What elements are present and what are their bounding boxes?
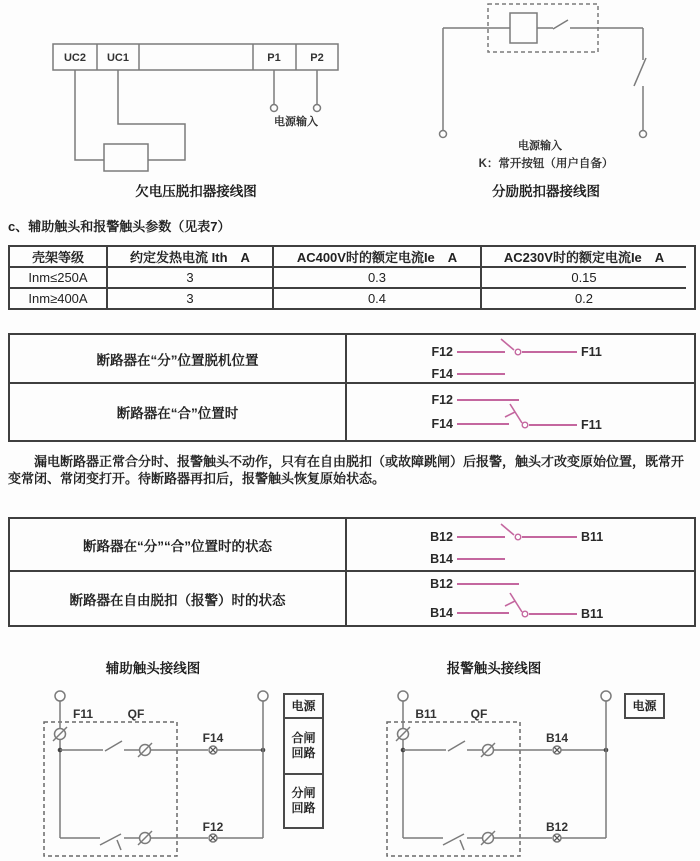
undervoltage-release-diagram	[53, 44, 338, 171]
shunt-right-terminal-circle	[640, 131, 647, 138]
state-label: 断路器在“合”位置时	[10, 384, 347, 440]
alarm-diagram-title: 报警触头接线图	[446, 661, 542, 676]
moving-blade	[501, 339, 514, 350]
contact-label: B14	[430, 552, 453, 566]
cross-terminal-symbol	[553, 746, 561, 754]
cross-terminal-symbol	[553, 834, 561, 842]
alarm-legend-column	[624, 693, 665, 719]
f-open-position-contact-diagram	[347, 335, 692, 382]
terminal-label-uc2: UC2	[63, 52, 87, 64]
shunt-left-terminal-circle	[440, 131, 447, 138]
aux-contact-state-table	[8, 333, 696, 442]
contact-label: F11	[581, 418, 602, 432]
shunt-diagram-caption: 分励脱扣器接线图	[492, 184, 600, 199]
aux-no-terminal-label: F14	[202, 731, 224, 745]
no-contact-blade	[105, 741, 122, 751]
legend-label: 电源	[291, 698, 316, 713]
nc-blade-tick	[460, 840, 464, 850]
pivot-circle	[515, 534, 521, 540]
b-tripped-state-contact-diagram	[347, 572, 692, 625]
legend-label: 电源	[632, 698, 657, 713]
table-cell: 0.4	[274, 289, 482, 308]
no-contact-blade	[448, 741, 465, 751]
supply-terminal-circle	[55, 691, 65, 701]
legend-box-opening-circuit	[283, 775, 324, 829]
table-row	[10, 570, 694, 625]
k-button-blade	[634, 58, 646, 86]
b-normal-state-contact-diagram	[347, 519, 692, 570]
col-header: AC230V时的额定电流Ie A	[482, 247, 686, 268]
pivot-circle	[515, 349, 521, 355]
shunt-coil-box	[510, 13, 537, 43]
contact-diagram-cell	[347, 572, 694, 625]
contact-parameter-table	[8, 245, 696, 310]
col-header: AC400V时的额定电流Ie A	[274, 247, 482, 268]
contact-diagram-cell	[347, 335, 694, 382]
terminal-label-p2: P2	[310, 52, 324, 64]
undervoltage-diagram-caption: 欠电压脱扣器接线图	[135, 184, 257, 199]
section-c-heading: c、辅助触头和报警触头参数（见表7）	[8, 219, 231, 234]
breaker-dashed-box	[387, 722, 520, 856]
cross-terminal-symbol	[209, 834, 217, 842]
contact-diagram-cell	[347, 384, 694, 440]
shunt-power-input-label: 电源输入	[518, 140, 562, 152]
slash-terminal-symbol	[138, 743, 152, 757]
power-input-label: 电源输入	[274, 116, 318, 128]
contact-label: B11	[581, 530, 604, 544]
slash-terminal-symbol	[481, 743, 495, 757]
cross-terminal-symbol	[209, 746, 217, 754]
terminal-label-p1: P1	[267, 52, 281, 64]
table-row	[10, 335, 694, 382]
legend-box-power	[283, 693, 324, 719]
aux-legend-column	[283, 693, 324, 829]
contact-label: B12	[430, 577, 453, 591]
supply-terminal-circle	[258, 691, 268, 701]
supply-terminal-circle	[398, 691, 408, 701]
blade-tick	[505, 601, 515, 606]
moving-blade	[501, 524, 514, 535]
contact-label: F12	[431, 393, 453, 407]
bottom-wiring-diagrams	[0, 650, 700, 861]
contact-diagram-cell	[347, 519, 694, 570]
nc-blade-tick	[117, 840, 121, 850]
shunt-release-diagram	[440, 4, 647, 138]
contact-label: F14	[431, 367, 453, 381]
breaker-label: QF	[127, 707, 145, 721]
shunt-contact-blade	[553, 20, 568, 29]
aux-nc-terminal-label: F12	[202, 820, 224, 834]
aux-diagram-title: 辅助触头接线图	[105, 661, 201, 676]
slash-terminal-symbol	[396, 727, 410, 741]
table-cell: 3	[108, 289, 274, 308]
p2-terminal-circle	[314, 105, 321, 112]
legend-label: 合闸回路	[291, 731, 316, 760]
alarm-behavior-note: 漏电断路器正常合分时、报警触头不动作，只有在自由脱扣（或故障跳闸）后报警，触头才改变原始位置，既常开变常闭、常闭变打开。待断路器再扣后，报警触头恢复原始状态。	[8, 454, 685, 486]
state-label: 断路器在自由脱扣（报警）时的状态	[10, 572, 347, 625]
col-header: 约定发热电流 Ith A	[108, 247, 274, 268]
state-label: 断路器在“分”位置脱机位置	[10, 335, 347, 382]
alarm-top-terminal-label: B11	[415, 707, 437, 721]
alarm-no-terminal-label: B14	[545, 731, 569, 745]
terminal-label-uc1: UC1	[106, 52, 130, 64]
table-cell: 0.3	[274, 268, 482, 289]
pivot-circle	[522, 611, 528, 617]
state-label: 断路器在“分”“合”位置时的状态	[10, 519, 347, 570]
supply-terminal-circle	[601, 691, 611, 701]
f-closed-position-contact-diagram	[347, 384, 692, 440]
pivot-circle	[522, 422, 528, 428]
table-cell: 0.15	[482, 268, 686, 289]
blade-tick	[505, 412, 515, 417]
breaker-label: QF	[470, 707, 488, 721]
contact-label: F11	[581, 345, 602, 359]
undervoltage-coil-box	[104, 144, 148, 171]
col-header: 壳架等级	[10, 247, 108, 268]
k-note-label: K：常开按钮（用户自备）	[478, 158, 614, 170]
breaker-dashed-box	[44, 722, 177, 856]
alarm-contact-state-table	[8, 517, 696, 627]
top-wiring-diagrams	[0, 0, 700, 210]
contact-label: F14	[431, 417, 453, 431]
alarm-nc-terminal-label: B12	[545, 820, 569, 834]
table-row	[10, 519, 694, 570]
table-cell: 3	[108, 268, 274, 289]
table-cell: 0.2	[574, 291, 594, 306]
table-cell: Inm≤250A	[10, 268, 108, 289]
contact-label: F12	[431, 345, 453, 359]
legend-box-power	[624, 693, 665, 719]
contact-label: B12	[430, 530, 453, 544]
legend-box-closing-circuit	[283, 719, 324, 775]
slash-terminal-symbol	[481, 831, 495, 845]
contact-label: B11	[581, 607, 604, 621]
p1-terminal-circle	[271, 105, 278, 112]
slash-terminal-symbol	[138, 831, 152, 845]
legend-label: 分闸回路	[291, 786, 316, 815]
table-row	[10, 382, 694, 440]
contact-label: B14	[430, 606, 453, 620]
slash-terminal-symbol	[53, 727, 67, 741]
aux-top-terminal-label: F11	[72, 707, 94, 721]
table-cell: Inm≥400A	[10, 289, 108, 308]
